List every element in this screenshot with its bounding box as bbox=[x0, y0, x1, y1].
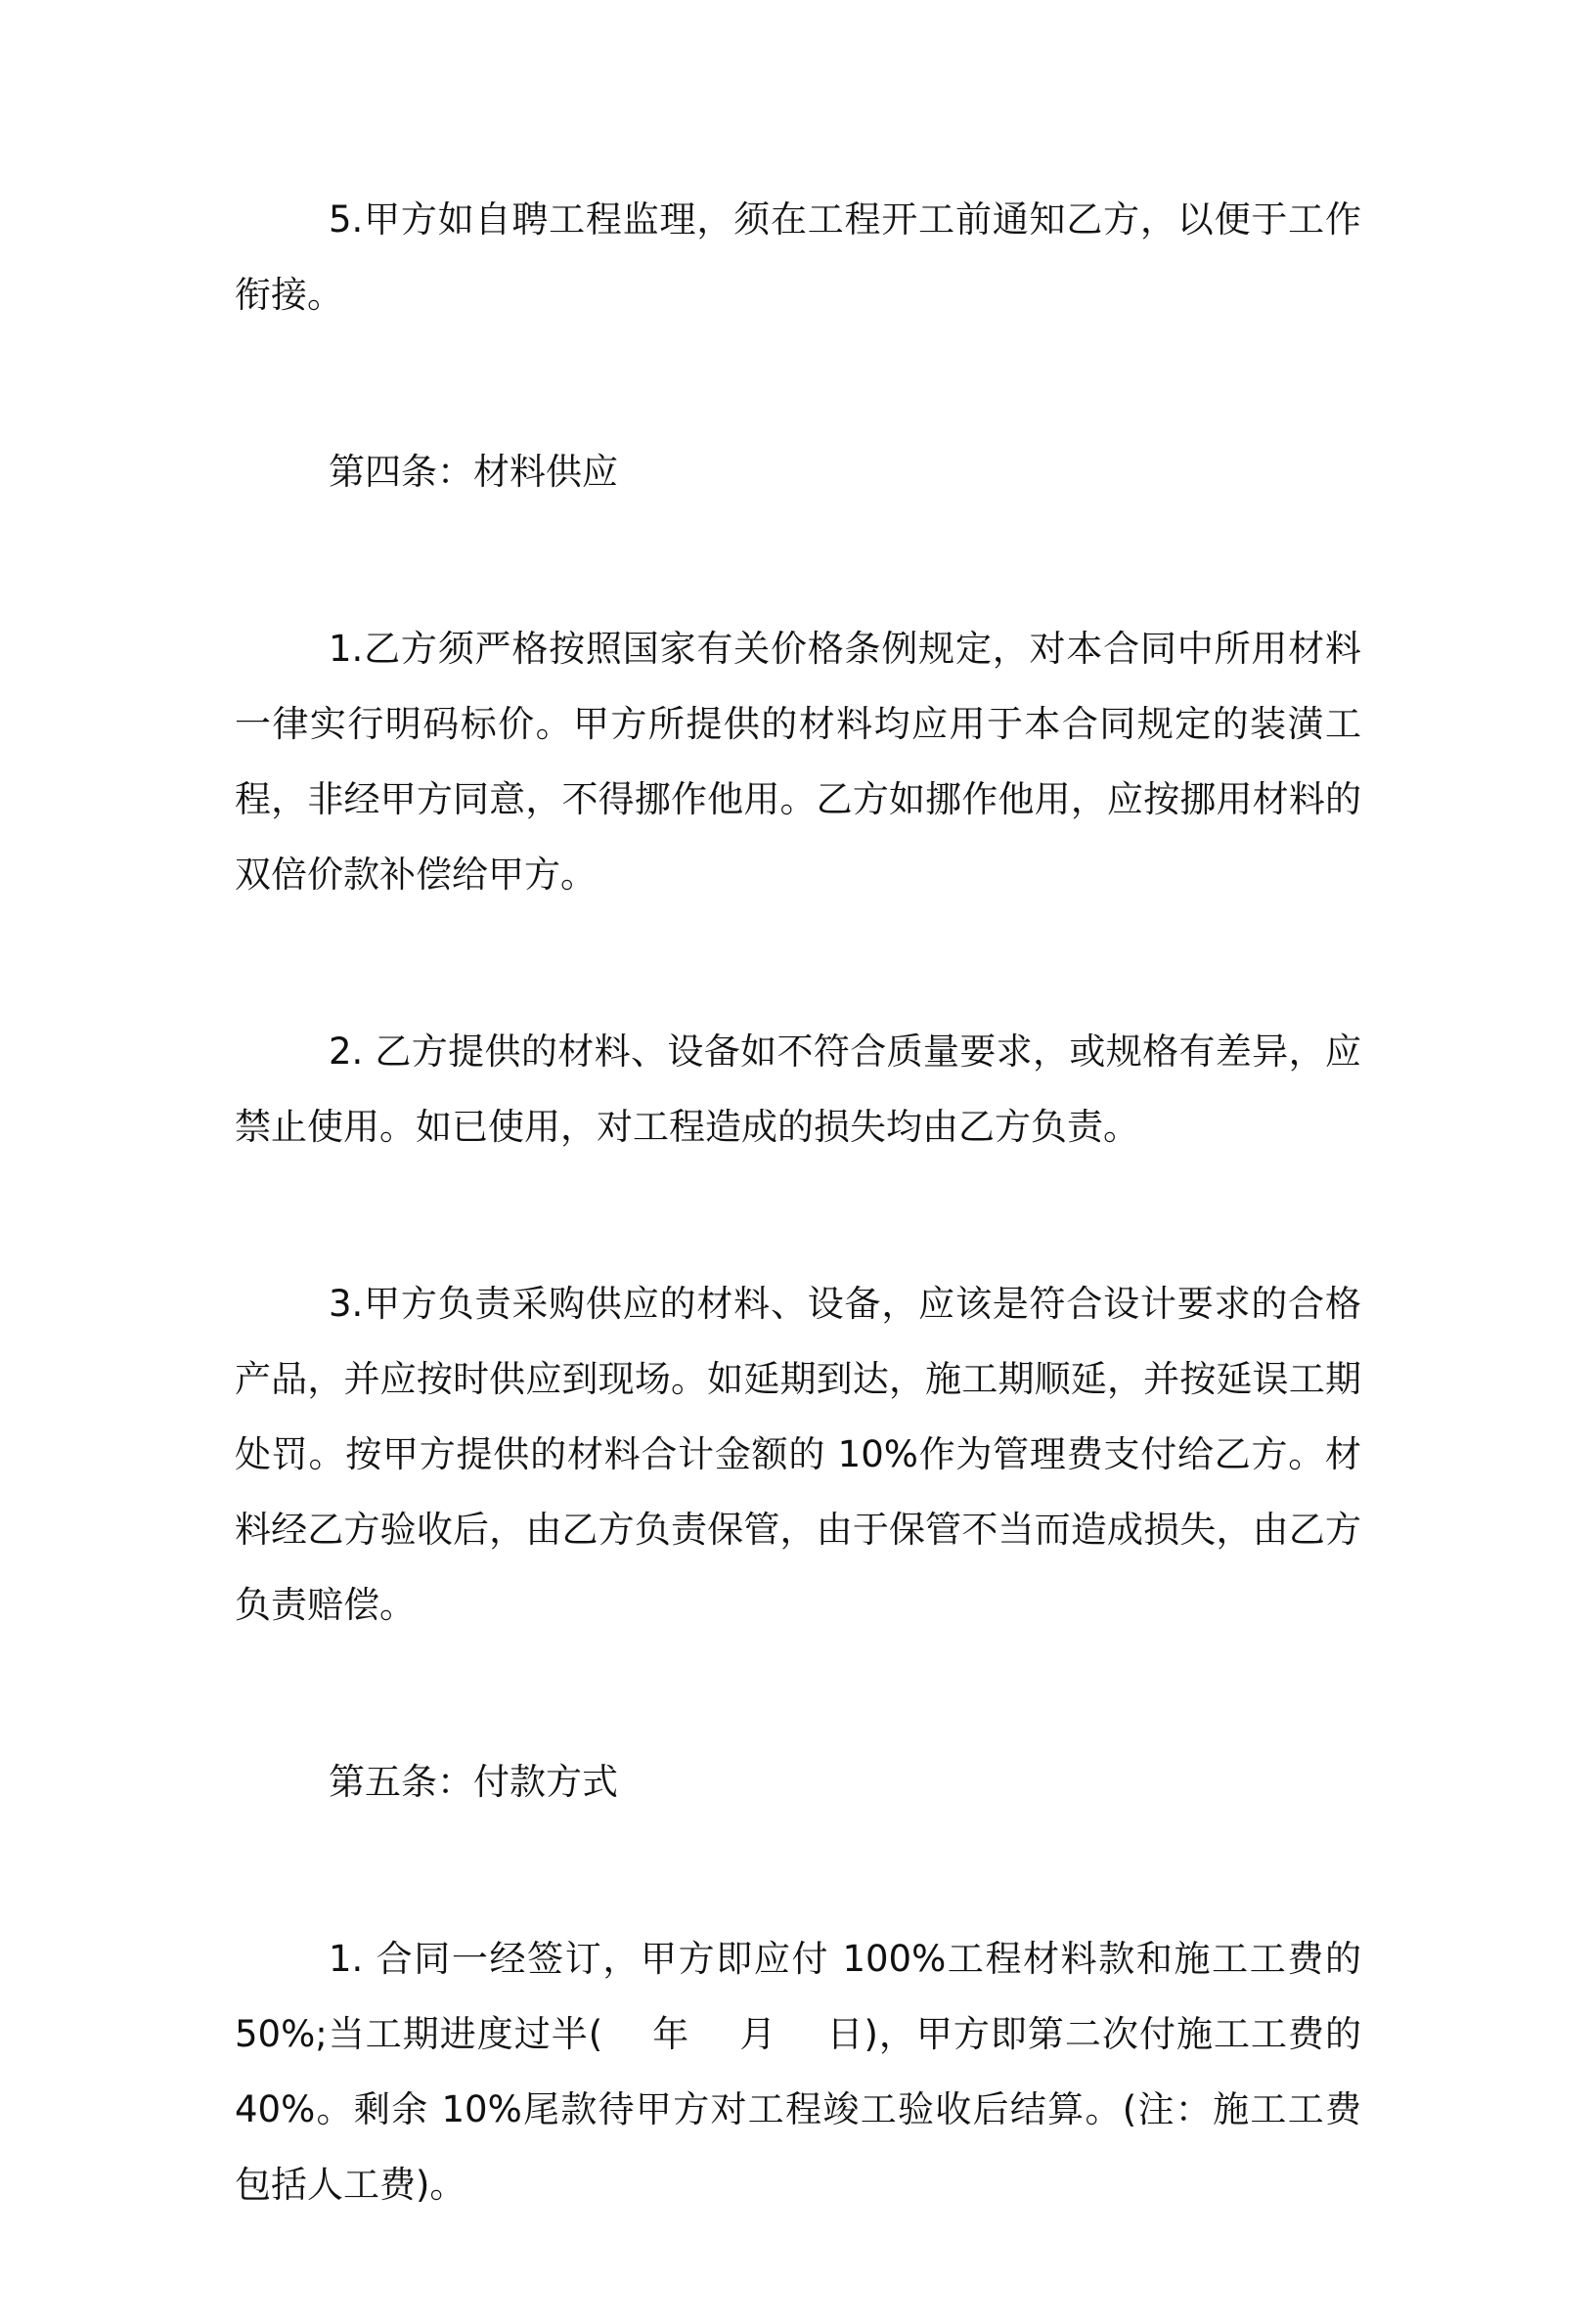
article-4-item-2: 2. 乙方提供的材料、设备如不符合质量要求，或规格有差异，应禁止使用。如已使用，对工程造成的损失均由乙方负责。 bbox=[235, 1030, 1361, 1148]
document-body bbox=[235, 182, 1361, 2324]
article-5-heading: 第五条：付款方式 bbox=[329, 1761, 618, 1803]
article-4-item-3: 3.甲方负责采购供应的材料、设备，应该是符合设计要求的合格产品，并应按时供应到现场。如延期到达，施工期顺延，并按延误工期处罚。按甲方提供的材料合计金额的 10%作为管理费支付给乙方。材料经乙方验收后，由乙方负责保管，由于保管不当而造成损失，由乙方负责赔偿。 bbox=[235, 1283, 1361, 1626]
clause-3-item-5: 5.甲方如自聘工程监理，须在工程开工前通知乙方，以便于工作衔接。 bbox=[235, 198, 1361, 316]
article-4-item-1: 1.乙方须严格按照国家有关价格条例规定，对本合同中所用材料一律实行明码标价。甲方所提供的材料均应用于本合同规定的装潢工程，非经甲方同意，不得挪作他用。乙方如挪作他用，应按挪用材料的双倍价款补偿给甲方。 bbox=[235, 628, 1361, 896]
article-4-heading: 第四条：材料供应 bbox=[329, 451, 618, 493]
article-5-item-1: 1. 合同一经签订，甲方即应付 100%工程材料款和施工工费的50%;当工期进度过半( 年 月 日)，甲方即第二次付施工工费的40%。剩余 10%尾款待甲方对工程竣工验收后结算。(注：施工工费包括人工费)。 bbox=[235, 1938, 1361, 2206]
